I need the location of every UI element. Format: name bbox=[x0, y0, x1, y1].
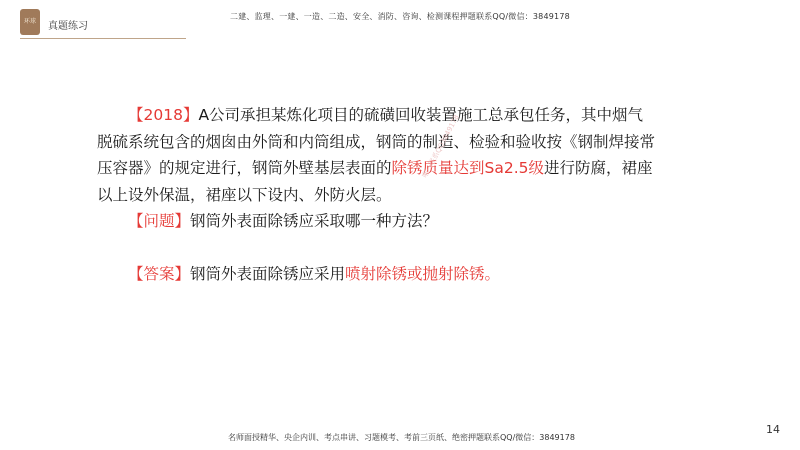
prompt-text: 钢筒外表面除锈应采取哪一种方法？ bbox=[190, 212, 439, 230]
answer-text: 钢筒外表面除锈应采用 bbox=[190, 264, 346, 283]
brand-logo: 环球 bbox=[20, 9, 40, 35]
page-number: 14 bbox=[766, 423, 780, 436]
question-text-end: 进行防腐，裙座以上设外保温，裙座以下设内、外防火层。 bbox=[97, 159, 653, 204]
answer-paragraph bbox=[97, 261, 657, 288]
spacer bbox=[97, 235, 657, 261]
question-highlight: 除锈质量达到Sa2.5级 bbox=[391, 159, 545, 177]
header-divider bbox=[20, 38, 186, 39]
question-prompt bbox=[97, 208, 657, 235]
question-paragraph bbox=[97, 102, 657, 208]
prompt-tag: 【问题】 bbox=[128, 212, 191, 230]
answer-tag: 【答案】 bbox=[128, 264, 191, 283]
section-title: 真题练习 bbox=[48, 21, 88, 32]
question-text: A公司承担某炼化项目的硫磺回收装置施工总承包任务，其中烟气脱硫系统包含的烟囱由外筒和内筒组成，钢筒的制造、检验和验收按《钢制焊接常压容器》的规定进行，钢筒外壁基层表面的 bbox=[97, 106, 656, 177]
top-contact-banner: 二建、监理、一建、一造、二造、安全、消防、咨询、检测课程押题联系QQ/微信：3849178 bbox=[230, 12, 570, 21]
slide-content bbox=[97, 102, 657, 287]
bottom-contact-banner: 名师面授精华、央企内训、考点串讲、习题模考、考前三页纸、绝密押题联系QQ/微信：3849178 bbox=[228, 433, 575, 442]
year-tag: 【2018】 bbox=[128, 106, 199, 124]
watermark: 唯一联系QQ3849178 bbox=[420, 113, 461, 180]
answer-highlight: 喷射除锈或抛射除锈。 bbox=[345, 264, 501, 283]
